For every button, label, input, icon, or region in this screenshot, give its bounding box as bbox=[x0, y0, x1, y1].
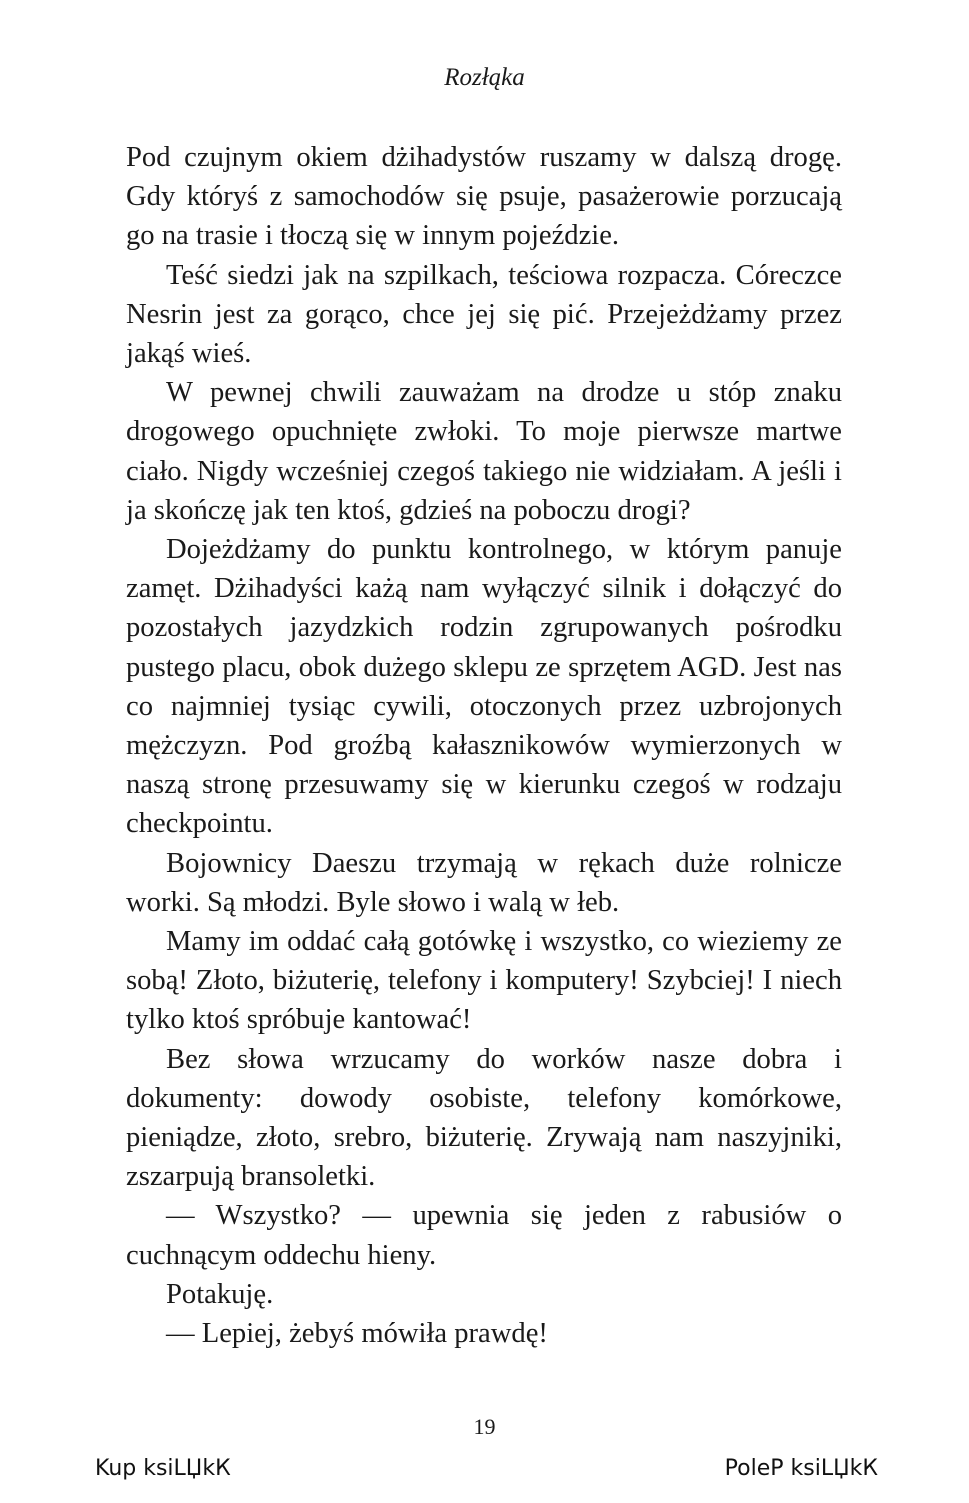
paragraph: Bez słowa wrzucamy do worków nasze dobra i dokumenty: dowody osobiste, telefony komórkowe, pieniądze, złoto, srebro, biżuterię. Zrywają nam naszyjniki, zszarpują bransoletki. bbox=[126, 1043, 842, 1193]
paragraph: Bojownicy Daeszu trzymają w rękach duże rolnicze worki. Są młodzi. Byle słowo i walą w łeb. bbox=[126, 847, 842, 918]
paragraph: — Lepiej, żebyś mówiła prawdę! bbox=[166, 1318, 548, 1350]
paragraph: Dojeżdżamy do punktu kontrolnego, w którym panuje zamęt. Dżihadyści każą nam wyłączyć silnik i dołączyć do pozostałych jazydzkich rodzin zgrupowanych pośrodku pustego placu, obok dużego sklepu ze sprzętem AGD. Jest nas co najmniej tysiąc cywili, otoczonych przez uzbrojonych mężczyzn. Pod groźbą kałasznikowów wymierzonych w naszą stronę przesuwamy się w kierunku czegoś w rodzaju checkpointu. bbox=[126, 534, 842, 840]
paragraph: Potakuję. bbox=[166, 1278, 274, 1310]
page-number: 19 bbox=[473, 1414, 496, 1439]
paragraph: Mamy im oddać całą gotówkę i wszystko, co wieziemy ze sobą! Złoto, biżuterię, telefony i komputery! Szybciej! I niech tylko ktoś spróbuje kantować! bbox=[126, 926, 842, 1036]
buy-book-link[interactable]: Kup ksiLЏkК bbox=[95, 1456, 231, 1481]
body-text bbox=[126, 138, 842, 1353]
paragraph: Pod czujnym okiem dżihadystów ruszamy w dalszą drogę. Gdy któryś z samochodów się psuje, pasażerowie porzucają go na trasie i tłoczą się w innym pojeździe. bbox=[126, 142, 842, 252]
paragraph: Teść siedzi jak na szpilkach, teściowa rozpacza. Córeczce Nesrin jest za gorąco, chce jej się pić. Przejeżdżamy przez jakąś wieś. bbox=[126, 259, 842, 370]
running-title: Rozłąka bbox=[444, 64, 525, 91]
paragraph: W pewnej chwili zauważam na drodze u stóp znaku drogowego opuchnięte zwłoki. To moje pierwsze martwe ciało. Nigdy wcześniej czegoś takiego nie widziałam. A jeśli i ja skończę jak ten ktoś, gdzieś na poboczu drogi? bbox=[126, 377, 842, 526]
recommend-book-link[interactable]: PoleP ksiLЏkК bbox=[724, 1456, 878, 1481]
paragraph: — Wszystko? — upewnia się jeden z rabusiów o cuchnącym oddechu hieny. bbox=[126, 1200, 842, 1271]
